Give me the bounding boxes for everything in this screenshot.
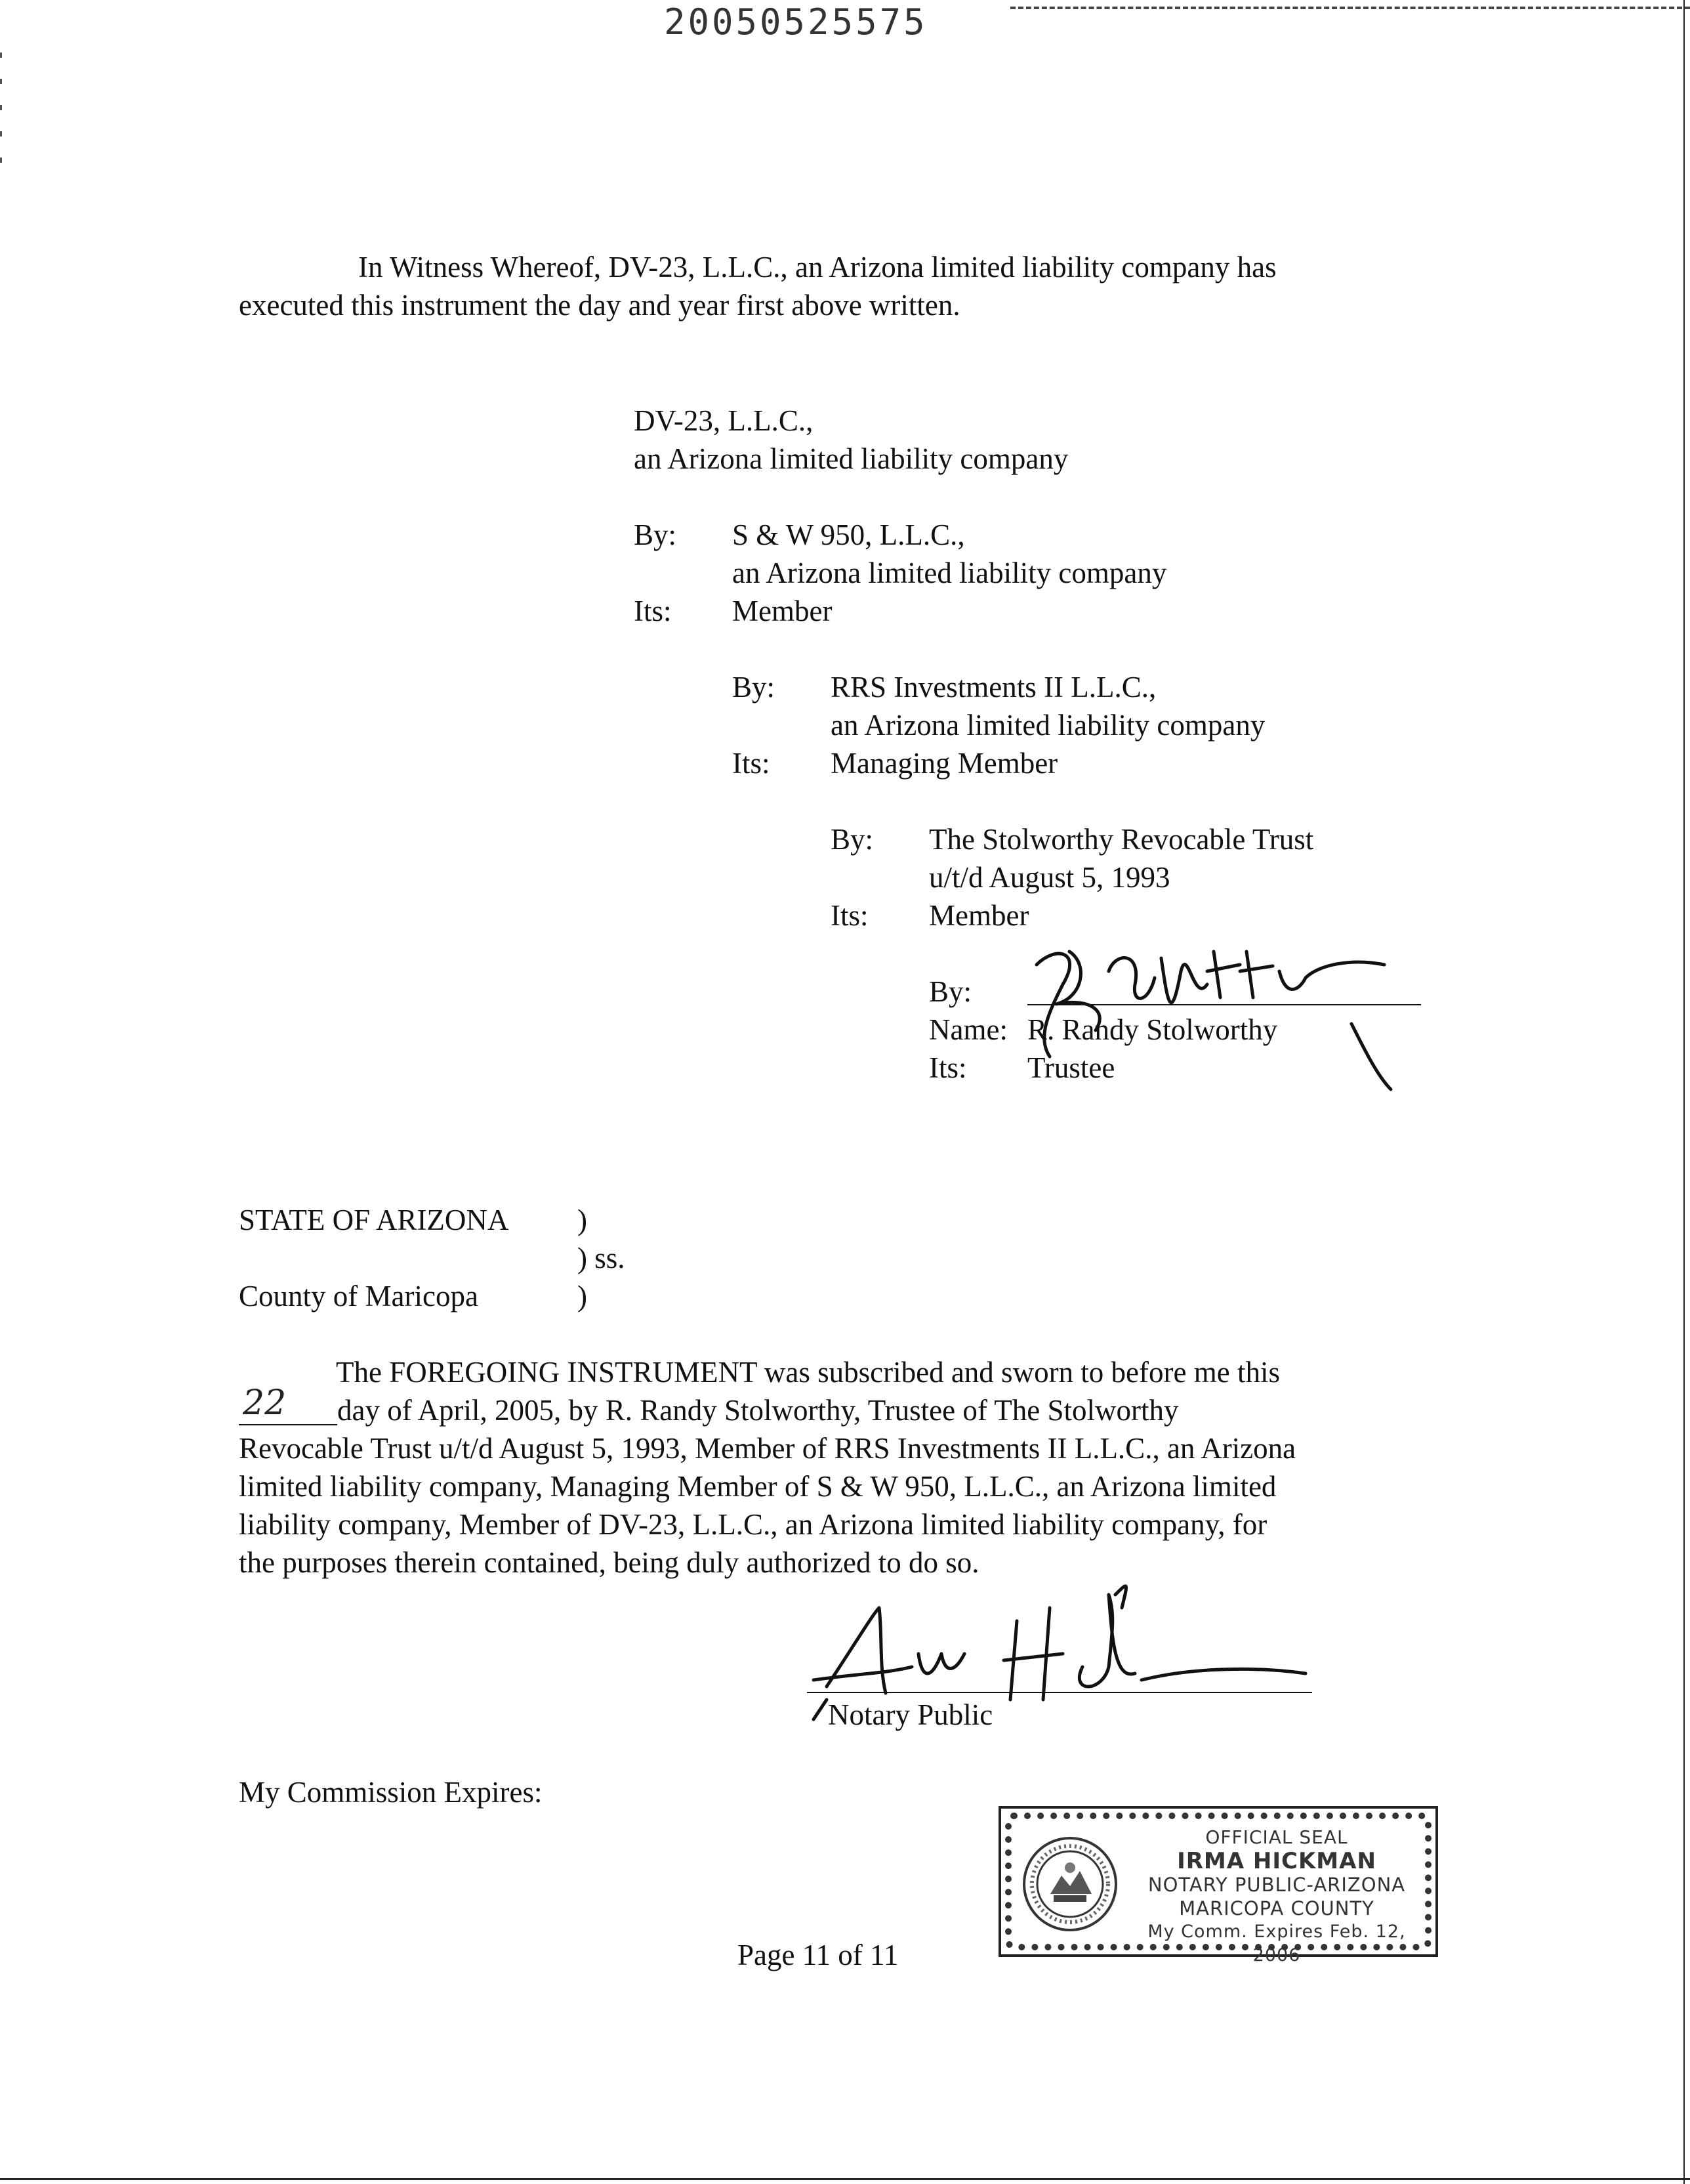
seal-notary-name: IRMA HICKMAN xyxy=(1177,1848,1376,1874)
header-dashed-rule xyxy=(1010,7,1690,9)
venue-state: STATE OF ARIZONA xyxy=(239,1204,509,1236)
seal-county: MARICOPA COUNTY xyxy=(1179,1897,1374,1920)
scan-edge-right xyxy=(1683,0,1685,2184)
trustee-signature xyxy=(1010,925,1430,1089)
witness-line-1: In Witness Whereof, DV-23, L.L.C., an Arizona limited liability company has xyxy=(358,251,1277,284)
ack-line-2: day of April, 2005, by R. Randy Stolworthy, Trustee of The Stolworthy xyxy=(337,1394,1179,1427)
venue-county-paren: ) xyxy=(577,1280,587,1312)
scan-edge-bottom xyxy=(0,2178,1690,2180)
seal-expiration: My Comm. Expires Feb. 12, 2006 xyxy=(1147,1922,1406,1965)
by-label-1: By: xyxy=(634,518,677,551)
by-entity-3-description: u/t/d August 5, 1993 xyxy=(929,861,1170,894)
its-value-4: Trustee xyxy=(1027,1051,1115,1084)
by-label-2: By: xyxy=(732,671,775,704)
seal-text-block xyxy=(1132,1826,1421,1967)
notary-public-label: Notary Public xyxy=(828,1698,993,1731)
by-entity-1: S & W 950, L.L.C., xyxy=(732,518,965,551)
seal-notary-state: NOTARY PUBLIC-ARIZONA xyxy=(1147,1874,1406,1896)
by-entity-1-description: an Arizona limited liability company xyxy=(732,556,1167,589)
name-label: Name: xyxy=(929,1013,1008,1046)
notary-signature-line xyxy=(807,1692,1312,1693)
commission-expires-label: My Commission Expires: xyxy=(239,1776,543,1809)
its-value-2: Managing Member xyxy=(831,747,1058,780)
venue-county: County of Maricopa xyxy=(239,1280,478,1312)
by-label-4: By: xyxy=(929,975,972,1008)
ack-line-1: The FOREGOING INSTRUMENT was subscribed and sworn to before me this xyxy=(336,1356,1280,1389)
by-entity-2: RRS Investments II L.L.C., xyxy=(831,671,1157,704)
by-entity-2-description: an Arizona limited liability company xyxy=(831,709,1266,742)
its-value-3: Member xyxy=(929,899,1029,932)
witness-line-2: executed this instrument the day and year first above written. xyxy=(239,289,960,322)
its-label-4: Its: xyxy=(929,1051,967,1084)
ack-day-line xyxy=(239,1424,337,1425)
company-name: DV-23, L.L.C., xyxy=(634,404,814,437)
ack-line-4: limited liability company, Managing Member of S & W 950, L.L.C., an Arizona limited xyxy=(239,1470,1277,1503)
official-seal-stamp xyxy=(999,1806,1438,1965)
ack-handwritten-day: 22 xyxy=(243,1383,287,1423)
by-entity-3: The Stolworthy Revocable Trust xyxy=(929,823,1314,856)
ack-line-6: the purposes therein contained, being duly authorized to do so. xyxy=(239,1546,979,1579)
venue-state-paren: ) xyxy=(577,1204,587,1236)
seal-title: OFFICIAL SEAL xyxy=(1205,1826,1348,1848)
its-label-3: Its: xyxy=(831,899,869,932)
its-label-1: Its: xyxy=(634,595,672,627)
company-description: an Arizona limited liability company xyxy=(634,442,1069,475)
record-number: 20050525575 xyxy=(664,1,928,43)
scan-margin-marks xyxy=(0,52,2,184)
state-seal-emblem xyxy=(1021,1835,1119,1933)
page-number: Page 11 of 11 xyxy=(737,1939,899,1971)
its-label-2: Its: xyxy=(732,747,770,780)
name-value: R. Randy Stolworthy xyxy=(1027,1013,1278,1046)
venue-ss: ) ss. xyxy=(577,1242,625,1274)
by-label-3: By: xyxy=(831,823,874,856)
ack-line-5: liability company, Member of DV-23, L.L.C., an Arizona limited liability company, for xyxy=(239,1508,1268,1541)
its-value-1: Member xyxy=(732,595,833,627)
ack-line-3: Revocable Trust u/t/d August 5, 1993, Member of RRS Investments II L.L.C., an Arizona xyxy=(239,1432,1296,1465)
